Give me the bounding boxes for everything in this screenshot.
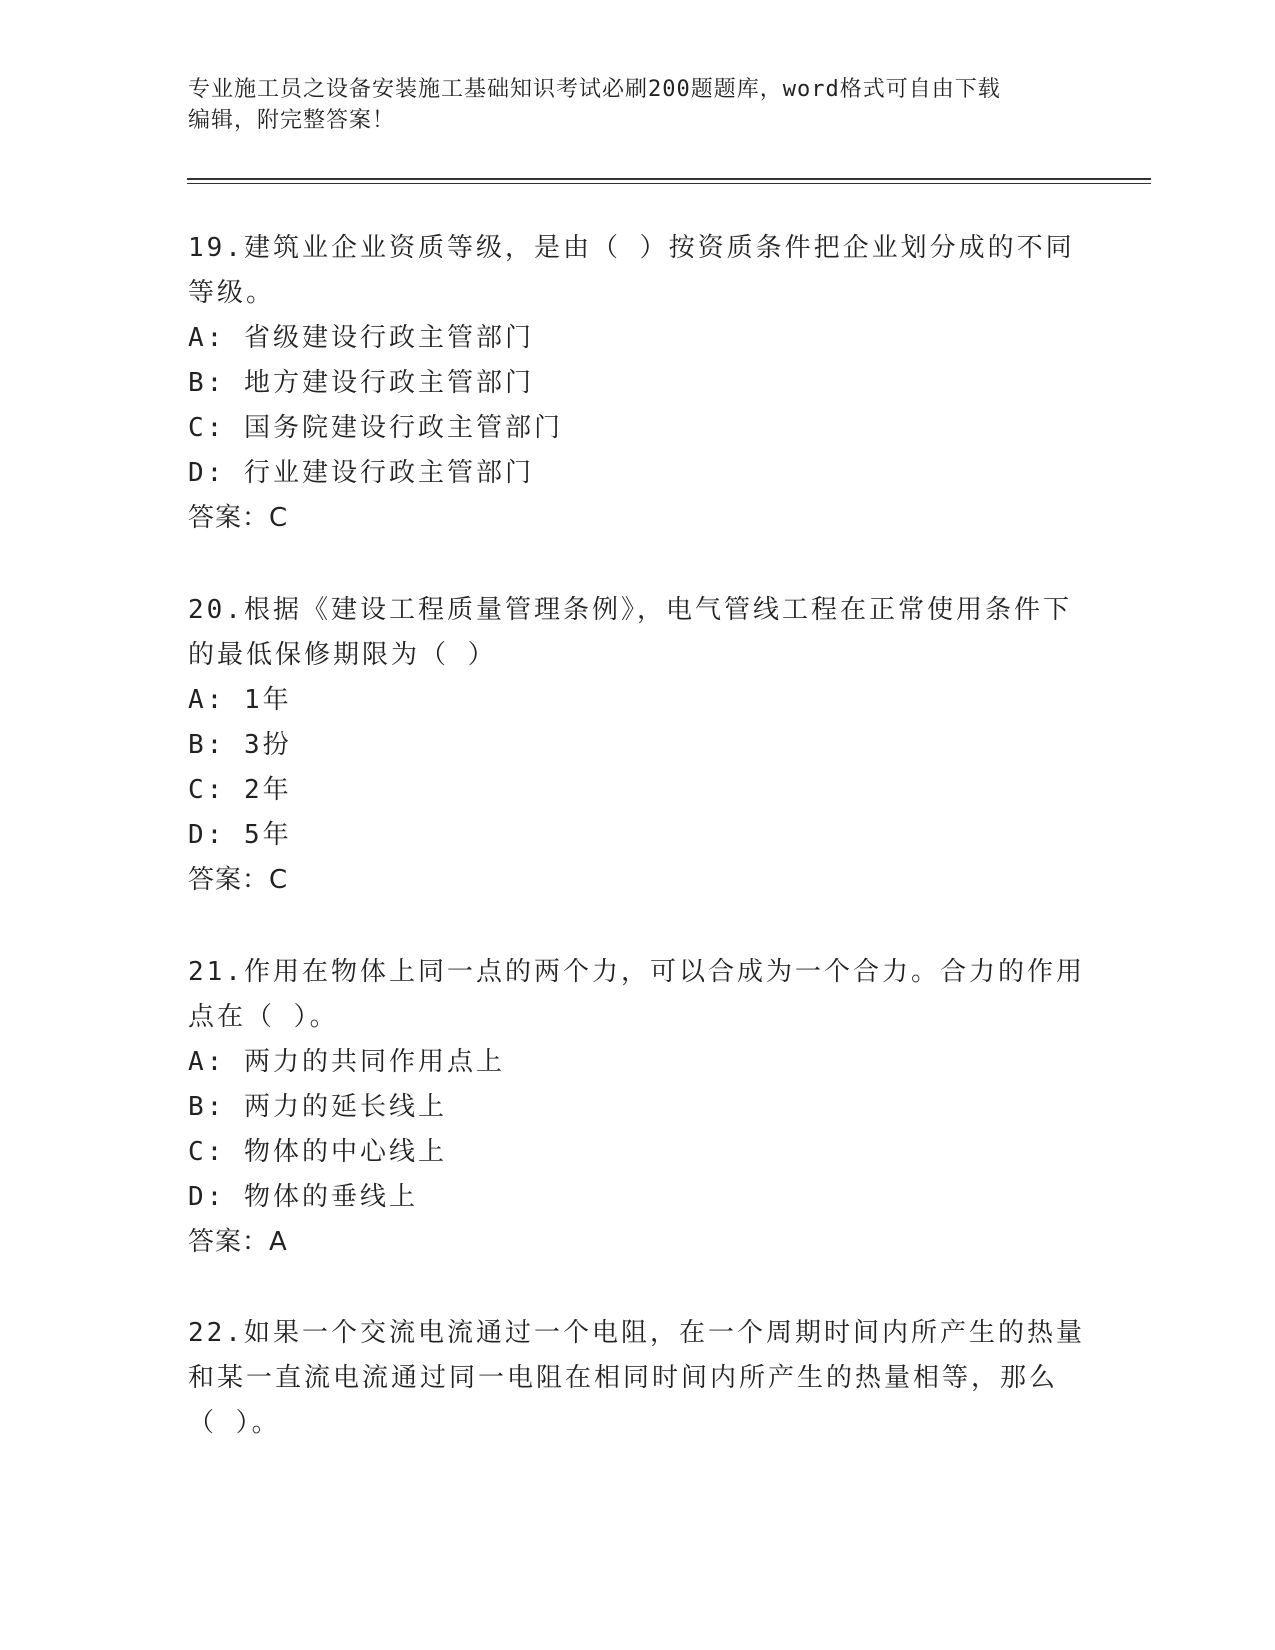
option-letter: D: [188,458,226,488]
option-text: 物体的中心线上 [243,1137,447,1167]
option-text: 两力的共同作用点上 [243,1047,505,1077]
option-letter: A: [188,323,226,353]
option-d [188,813,1088,858]
option-text: 物体的垂线上 [243,1182,418,1212]
question-22 [188,1311,1088,1446]
header-divider-thin [187,183,1151,184]
question-stem: 点在（ ）。 [188,1002,339,1032]
question-stem: 20.根据《建设工程质量管理条例》，电气管线工程在正常使用条件下 [188,595,1072,625]
option-letter: C: [188,1137,226,1167]
option-b [188,723,1088,768]
answer-line: 答案：C [188,503,289,533]
question-19 [188,226,1088,541]
header-line-2: 编辑，附完整答案！ [188,108,396,133]
option-a [188,316,1088,361]
option-letter: A: [188,685,226,715]
option-text: 5年 [243,820,292,850]
option-text: 地方建设行政主管部门 [243,368,534,398]
option-c [188,1130,1088,1175]
answer-line: 答案：C [188,865,289,895]
question-20 [188,588,1088,903]
question-stem: 21.作用在物体上同一点的两个力，可以合成为一个合力。合力的作用 [188,957,1085,987]
option-text: 3扮 [243,730,292,760]
option-text: 省级建设行政主管部门 [243,323,534,353]
option-letter: D: [188,820,226,850]
header-line-1: 专业施工员之设备安装施工基础知识考试必刷200题题库，word格式可自由下载 [188,77,1001,102]
option-text: 1年 [243,685,292,715]
question-21 [188,950,1088,1265]
option-d [188,1175,1088,1220]
option-text: 2年 [243,775,292,805]
option-letter: A: [188,1047,226,1077]
option-b [188,361,1088,406]
document-header [188,74,1068,136]
option-letter: B: [188,368,226,398]
option-letter: C: [188,413,226,443]
option-a [188,678,1088,723]
question-stem: 等级。 [188,278,276,308]
option-d [188,451,1088,496]
option-b [188,1085,1088,1130]
question-stem: 的最低保修期限为（ ） [188,640,497,670]
option-text: 行业建设行政主管部门 [243,458,534,488]
question-stem: 22.如果一个交流电流通过一个电阻，在一个周期时间内所产生的热量 [188,1318,1085,1348]
question-stem: 19.建筑业企业资质等级，是由（ ）按资质条件把企业划分成的不同 [188,233,1075,263]
option-letter: C: [188,775,226,805]
option-c [188,406,1088,451]
option-a [188,1040,1088,1085]
option-letter: B: [188,1092,226,1122]
option-letter: B: [188,730,226,760]
option-text: 国务院建设行政主管部门 [243,413,563,443]
header-divider-thick [187,178,1151,180]
question-stem: 和某一直流电流通过同一电阻在相同时间内所产生的热量相等，那么 [188,1363,1059,1393]
option-text: 两力的延长线上 [243,1092,447,1122]
question-stem: （ ）。 [188,1408,281,1438]
answer-line: 答案：A [188,1227,288,1257]
option-c [188,768,1088,813]
option-letter: D: [188,1182,226,1212]
